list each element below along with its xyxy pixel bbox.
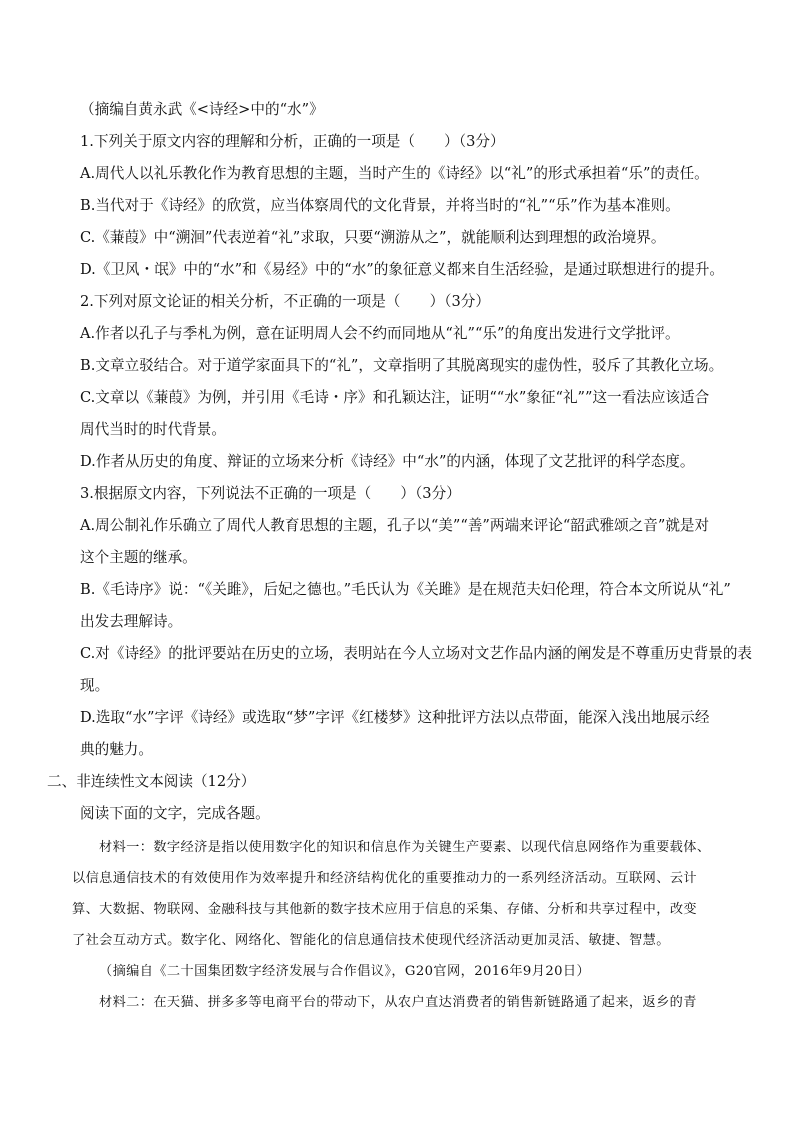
question-1-option-b: B.当代对于《诗经》的欣赏，应当体察周代的文化背景，并将当时的“礼”“乐”作为基本准则。 (80, 197, 680, 214)
question-3-option-c: C.对《诗经》的批评要站在历史的立场，表明站在今人立场对文艺作品内涵的阐发是不尊重历史背景的表 (80, 645, 753, 662)
question-2-option-a: A.作者以孔子与季札为例，意在证明周人会不约而同地从“礼”“乐”的角度出发进行文学批评。 (80, 325, 680, 342)
question-2-option-c-cont: 周代当时的时代背景。 (80, 421, 226, 438)
section-2-instruction: 阅读下面的文字，完成各题。 (80, 805, 270, 822)
question-2-option-d: D.作者从历史的角度、辩证的立场来分析《诗经》中“水”的内涵，体现了文艺批评的科学态度。 (80, 453, 695, 470)
question-2-option-c: C.文章以《蒹葭》为例，并引用《毛诗・序》和孔颖达注，证明““水”象征“礼””这一看法应该适合 (80, 389, 710, 406)
question-1-option-c: C.《蒹葭》中“溯洄”代表逆着“礼”求取，只要“溯游从之”，就能顺利达到理想的政治境界。 (80, 229, 666, 246)
question-3-option-b: B.《毛诗序》说：“《关雎》，后妃之德也。”毛氏认为《关雎》是在规范夫妇伦理，符合本文所说从“礼” (80, 581, 731, 598)
question-1-option-a: A.周代人以礼乐教化作为教育思想的主题，当时产生的《诗经》以“礼”的形式承担着“乐”的责任。 (80, 165, 709, 182)
question-1-option-d: D.《卫风・氓》中的“水”和《易经》中的“水”的象征意义都来自生活经验，是通过联想进行的提升。 (80, 261, 725, 278)
material-1-line-2: 以信息通信技术的有效使用作为效率提升和经济结构优化的重要推动力的一系列经济活动。互联网、云计 (72, 871, 698, 886)
question-1-stem: 1.下列关于原文内容的理解和分析，正确的一项是（ ）（3分） (80, 133, 505, 150)
section-2-heading: 二、非连续性文本阅读（12分） (47, 773, 256, 790)
question-3-stem: 3.根据原文内容，下列说法不正确的一项是（ ）（3分） (80, 485, 461, 502)
question-3-option-d: D.选取“水”字评《诗经》或选取“梦”字评《红楼梦》这种批评方法以点带面，能深入浅出地展示经 (80, 709, 710, 726)
material-1-line-1: 材料一：数字经济是指以使用数字化的知识和信息作为关键生产要素、以现代信息网络作为重要载体、 (99, 840, 711, 855)
question-2-option-b: B.文章立驳结合。对于道学家面具下的“礼”，文章指明了其脱离现实的虚伪性，驳斥了其教化立场。 (80, 357, 724, 374)
question-3-option-d-cont: 典的魅力。 (80, 741, 153, 758)
article-source-note: （摘编自黄永武《<诗经>中的“水”》 (80, 101, 324, 118)
question-3-option-a-cont: 这个主题的继承。 (80, 549, 197, 566)
material-1-source: （摘编自《二十国集团数字经济发展与合作倡议》，G20官网，2016年9月20日） (99, 964, 591, 979)
question-3-option-a: A.周公制礼作乐确立了周代人教育思想的主题，孔子以“美”“善”两端来评论“韶武雅颂之音”就是对 (80, 517, 710, 534)
material-2-line-1: 材料二：在天猫、拼多多等电商平台的带动下，从农户直达消费者的销售新链路通了起来，返乡的青 (99, 995, 697, 1010)
question-3-option-c-cont: 现。 (80, 677, 110, 694)
question-3-option-b-cont: 出发去理解诗。 (80, 613, 183, 630)
material-1-line-3: 算、大数据、物联网、金融科技与其他新的数字技术应用于信息的采集、存储、分析和共享过程中，改变 (72, 902, 698, 917)
material-1-line-4: 了社会互动方式。数字化、网络化、智能化的信息通信技术使现代经济活动更加灵活、敏捷、智慧。 (72, 933, 670, 948)
question-2-stem: 2.下列对原文论证的相关分析，不正确的一项是（ ）（3分） (80, 293, 490, 310)
